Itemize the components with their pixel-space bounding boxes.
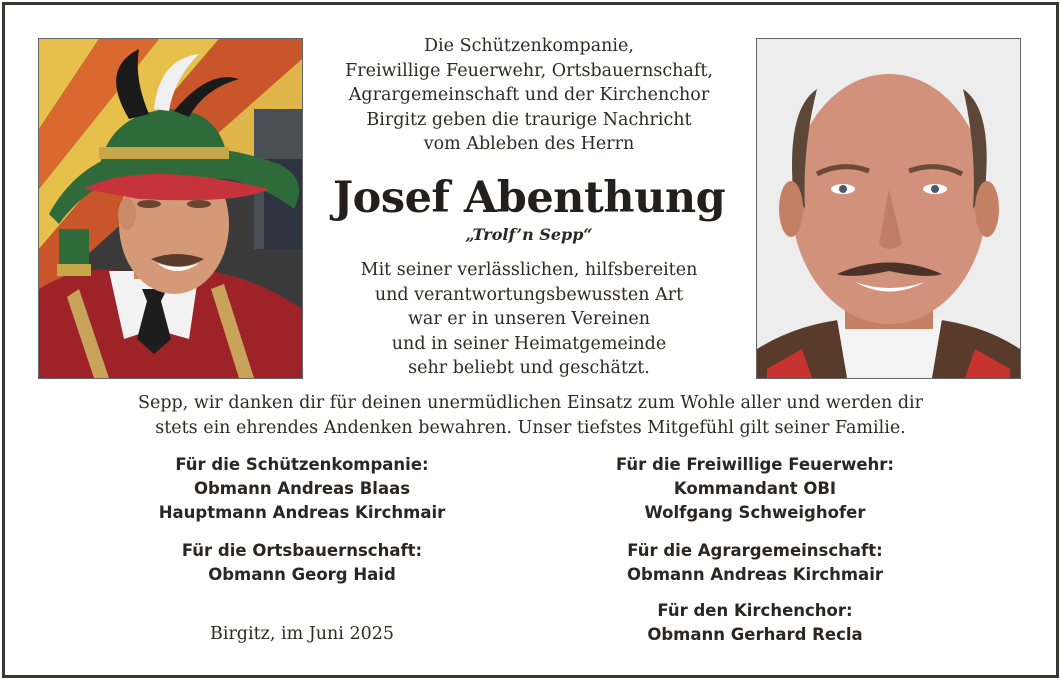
intro-line: Agrargemeinschaft und der Kirchenchor <box>348 85 710 105</box>
signatory-title: Für die Schützenkompanie: <box>175 455 429 474</box>
signatory-title: Für den Kirchenchor: <box>657 601 853 620</box>
photo-costume-illustration <box>39 39 302 378</box>
signatory-name: Obmann Georg Haid <box>208 565 396 584</box>
intro-line: Die Schützenkompanie, <box>424 36 634 56</box>
tribute-line: und verantwortungsbewussten Art <box>374 284 684 305</box>
signatory-name: Obmann Gerhard Recla <box>647 625 863 644</box>
signatory-name: Wolfgang Schweighofer <box>644 503 866 522</box>
thanks-text <box>40 391 1021 440</box>
signatory-schuetzenkompanie <box>102 453 502 525</box>
tribute-line: war er in unseren Vereinen <box>407 309 651 329</box>
signatory-title: Für die Agrargemeinschaft: <box>627 541 883 560</box>
photo-costume <box>38 38 303 379</box>
signatory-ortsbauernschaft <box>102 539 502 587</box>
signatory-name: Obmann Andreas Blaas <box>193 479 411 498</box>
thanks-line: stets ein ehrendes Andenken bewahren. Unser tiefstes Mitgefühl gilt seiner Familie. <box>155 417 906 438</box>
intro-line: Freiwillige Feuerwehr, Ortsbauernschaft, <box>345 60 713 81</box>
intro-line: Birgitz geben die traurige Nachricht <box>366 109 692 130</box>
intro-line: vom Ableben des Herrn <box>423 134 635 154</box>
signatory-name: Obmann Andreas Kirchmair <box>627 565 883 584</box>
photo-portrait <box>756 38 1021 379</box>
tribute-line: sehr beliebt und geschätzt. <box>408 358 650 378</box>
tribute-text <box>305 258 753 381</box>
signatory-feuerwehr <box>555 453 955 525</box>
signatory-title: Für die Ortsbauernschaft: <box>181 541 423 560</box>
tribute-line: und in seiner Heimatgemeinde <box>391 333 667 354</box>
signatory-name: Kommandant OBI <box>673 479 837 498</box>
signatory-agrargemeinschaft <box>555 539 955 587</box>
signatory-name: Hauptmann Andreas Kirchmair <box>158 503 446 522</box>
signatory-kirchenchor <box>555 599 955 647</box>
deceased-name: Josef Abenthung <box>332 173 726 223</box>
photo-portrait-illustration <box>757 39 1020 378</box>
tribute-line: Mit seiner verlässlichen, hilfsbereiten <box>360 260 698 280</box>
intro-text <box>305 34 753 157</box>
deceased-nickname: „Trolf’n Sepp“ <box>465 225 593 244</box>
signatory-title: Für die Freiwillige Feuerwehr: <box>615 455 895 474</box>
place-date: Birgitz, im Juni 2025 <box>209 624 394 644</box>
thanks-line: Sepp, wir danken dir für deinen unermüdlichen Einsatz zum Wohle aller und werden dir <box>137 393 923 413</box>
